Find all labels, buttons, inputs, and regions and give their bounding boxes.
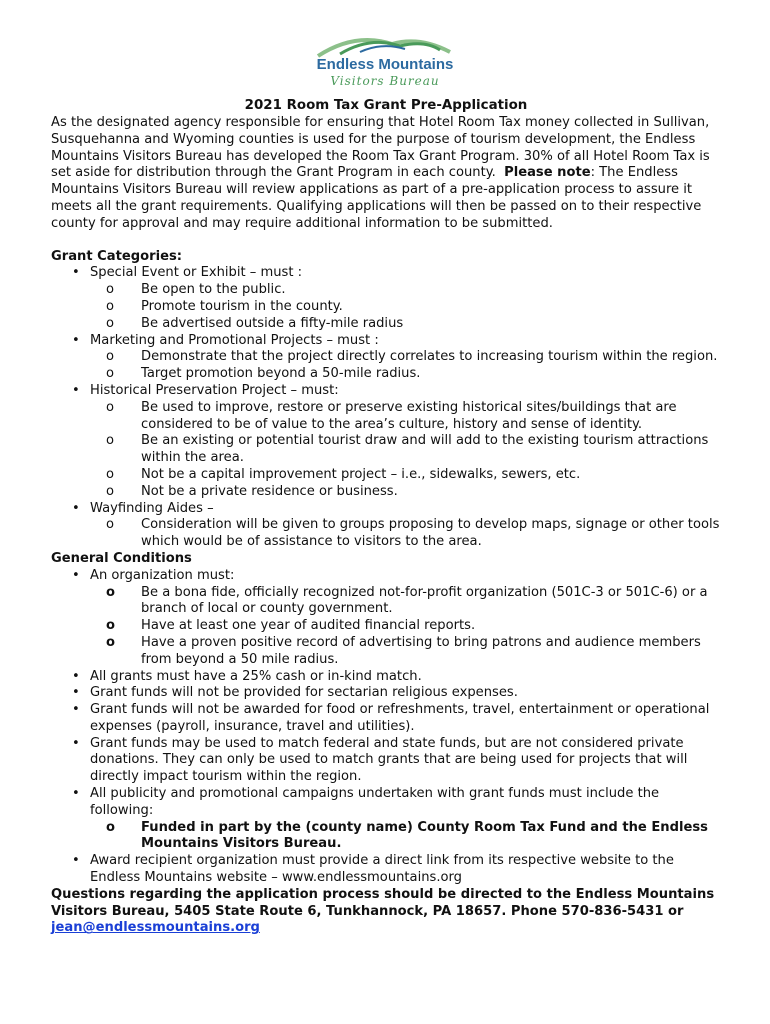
sub-bullet: o [106, 315, 115, 331]
sub-bullet: o [106, 298, 115, 314]
publicity-text: All publicity and promotional campaigns undertaken with grant funds must include the following: [90, 786, 660, 818]
sub-item-text: Target promotion beyond a 50-mile radius. [141, 366, 421, 382]
sub-list-item [90, 299, 721, 316]
list-item [51, 685, 721, 702]
sub-item-text: Not be a private residence or business. [141, 483, 398, 499]
sub-item-text: Be open to the public. [141, 282, 286, 298]
list-item [51, 333, 721, 383]
org-label: An organization must: [90, 567, 235, 583]
category-label: Historical Preservation Project – must: [90, 382, 339, 398]
sub-list-item [90, 585, 721, 619]
sub-list-item [90, 349, 721, 366]
sub-bullet: o [106, 399, 115, 415]
grant-categories-heading: Grant Categories: [51, 248, 182, 264]
sub-bullet: o [106, 634, 115, 650]
condition-text: Grant funds will not be awarded for food or refreshments, travel, entertainment or operational expenses (payroll, insurance, travel and utilities). [90, 702, 710, 734]
condition-text: Grant funds may be used to match federal and state funds, but are not considered private donations. They can only be used to match grants that are being used for projects that will directly impact tourism within the region. [90, 735, 688, 785]
email-link[interactable]: jean@endlessmountains.org [51, 920, 260, 936]
sub-bullet: o [106, 466, 115, 482]
category-label: Special Event or Exhibit – must : [90, 265, 303, 281]
sub-bullet: o [106, 366, 115, 382]
condition-text: All grants must have a 25% cash or in-kind match. [90, 668, 422, 684]
list-item [51, 786, 721, 853]
intro-note-text: : The Endless Mountains Visitors Bureau will review applications as part of a pre-application process to assure it meets all the grant requirements. Qualifying applications will then be passed on to their respective county for approval and may require additional information to be submitted. [51, 165, 702, 231]
sub-item-text: Have a proven positive record of advertising to bring patrons and audience members from beyond a 50 mile radius. [141, 634, 701, 667]
sub-list-item [90, 400, 721, 434]
contact-footer [51, 887, 721, 937]
list-item [51, 702, 721, 736]
sub-list-item [90, 618, 721, 635]
list-item [51, 736, 721, 786]
list-item [51, 568, 721, 669]
sub-list-item [90, 484, 721, 501]
grant-categories-list [51, 265, 721, 551]
logo [300, 30, 470, 94]
sub-bullet: o [106, 349, 115, 365]
sub-bullet: o [106, 433, 115, 449]
publicity-credit-text: Funded in part by the (county name) County Room Tax Fund and the Endless Mountains Visitors Bureau. [141, 819, 708, 852]
sub-item-text: Demonstrate that the project directly correlates to increasing tourism within the region. [141, 349, 718, 365]
list-item [51, 265, 721, 332]
sub-list-item [90, 433, 721, 467]
intro-note-label: Please note [504, 165, 591, 181]
sub-item-text: Be used to improve, restore or preserve existing historical sites/buildings that are considered to be of value to the area’s culture, history and sense of identity. [141, 399, 677, 432]
sub-item-text: Not be a capital improvement project – i.e., sidewalks, sewers, etc. [141, 466, 581, 482]
page-title: 2021 Room Tax Grant Pre-Application [244, 98, 528, 113]
category-label: Wayfinding Aides – [90, 500, 214, 516]
list-item [51, 383, 721, 501]
sub-item-text: Consideration will be given to groups proposing to develop maps, signage or other tools which would be of assistance to visitors to the area. [141, 517, 720, 550]
condition-text: Grant funds will not be provided for sectarian religious expenses. [90, 685, 518, 701]
sub-bullet: o [106, 819, 115, 835]
list-item [51, 853, 721, 887]
sub-bullet: o [106, 483, 115, 499]
contact-text: Questions regarding the application process should be directed to the Endless Mountains Visitors Bureau, 5405 State Route 6, Tunkhannock, PA 18657. Phone 570-836-5431 or [51, 886, 715, 919]
sub-bullet: o [106, 584, 115, 600]
general-conditions-heading: General Conditions [51, 550, 192, 566]
category-label: Marketing and Promotional Projects – must : [90, 332, 379, 348]
sub-list-item [90, 820, 721, 854]
sub-list-item [90, 366, 721, 383]
intro-main: As the designated agency responsible for ensuring that Hotel Room Tax money collected in Sullivan, Susquehanna and Wyoming counties is used for the purpose of tourism development, the Endless Mountains Visitors Bureau has developed the Room Tax Grant Program. 30% of all Hotel Room Tax is set aside for distribution through the Grant Program in each county. [51, 115, 710, 181]
sub-bullet: o [106, 517, 115, 533]
sub-item-text: Promote tourism in the county. [141, 298, 343, 314]
award-text: Award recipient organization must provide a direct link from its respective website to the Endless Mountains website – www.endlessmountains.org [90, 853, 674, 886]
logo-title: Endless Mountains [316, 56, 454, 73]
list-item [51, 669, 721, 686]
sub-list-item [90, 517, 721, 551]
sub-list-item [90, 316, 721, 333]
intro-paragraph [51, 115, 721, 233]
sub-item-text: Be an existing or potential tourist draw and will add to the existing tourism attractions within the area. [141, 433, 709, 466]
sub-bullet: o [106, 618, 115, 634]
logo-subtitle: Visitors Bureau [330, 74, 440, 88]
sub-item-text: Have at least one year of audited financial reports. [141, 618, 476, 634]
sub-item-text: Be advertised outside a fifty-mile radius [141, 315, 404, 331]
sub-list-item [90, 467, 721, 484]
general-conditions-list [51, 568, 721, 887]
sub-list-item [90, 282, 721, 299]
document-body [51, 97, 721, 937]
list-item [51, 501, 721, 551]
sub-item-text: Be a bona fide, officially recognized not-for-profit organization (501C-3 or 501C-6) or a branch of local or county government. [141, 584, 708, 617]
sub-bullet: o [106, 282, 115, 298]
sub-list-item [90, 635, 721, 669]
